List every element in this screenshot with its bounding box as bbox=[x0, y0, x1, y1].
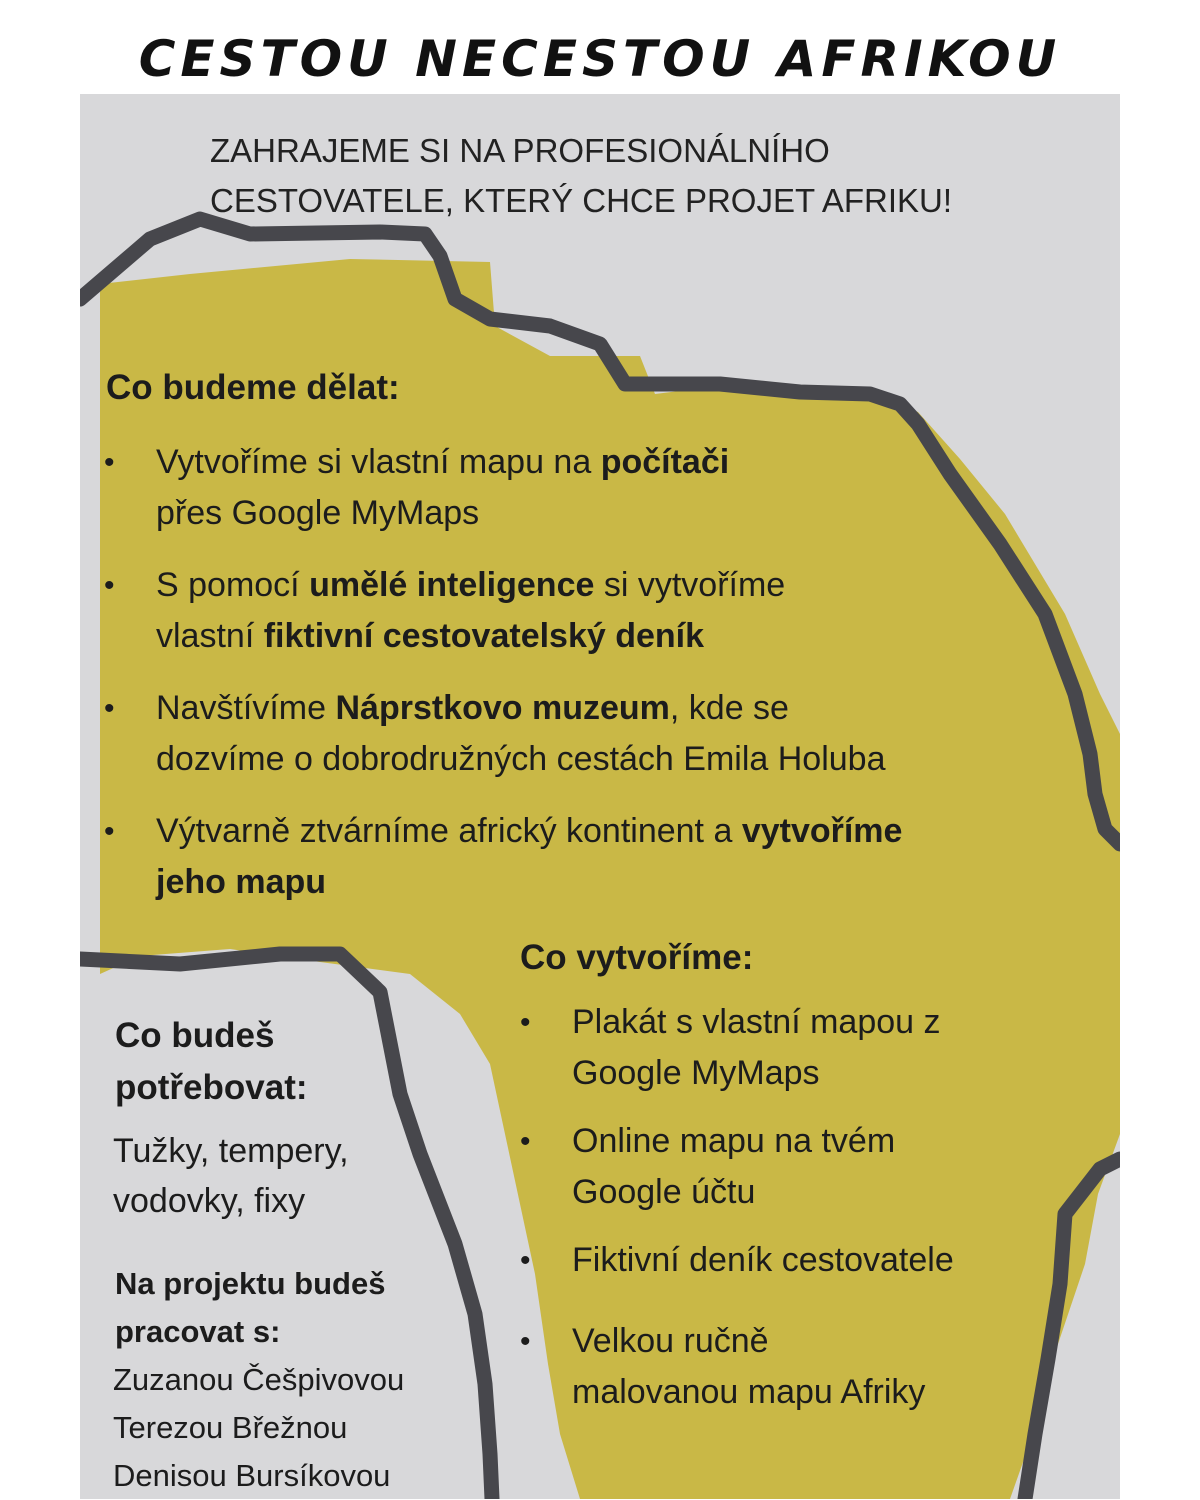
needs-text-line: Tužky, tempery, bbox=[113, 1132, 349, 1170]
activity-item bbox=[104, 683, 1076, 785]
activity-item bbox=[104, 560, 1076, 662]
activity-text: Výtvarně ztvárníme africký kontinent a bbox=[156, 812, 742, 850]
needs-text-line: vodovky, fixy bbox=[113, 1182, 306, 1220]
needs-heading-line: Co budeš bbox=[115, 1016, 275, 1055]
output-item bbox=[520, 1235, 1112, 1286]
subtitle-line: CESTOVATELE, KTERÝ CHCE PROJET AFRIKU! bbox=[210, 182, 953, 219]
activities-heading: Co budeme dělat: bbox=[106, 368, 400, 407]
output-text: Fiktivní deník cestovatele bbox=[572, 1241, 954, 1279]
activity-text: , kde se bbox=[669, 689, 789, 727]
activity-highlight: počítači bbox=[600, 443, 730, 481]
bullet-glyph: • bbox=[104, 569, 115, 602]
output-text: Google účtu bbox=[572, 1173, 756, 1211]
activity-text: si vytvoříme bbox=[594, 566, 786, 604]
activity-item bbox=[104, 806, 1076, 908]
subtitle-line: ZAHRAJEME SI NA PROFESIONÁLNÍHO bbox=[210, 132, 830, 169]
activity-text: dozvíme o dobrodružných cestách Emila Holuba bbox=[156, 740, 886, 778]
output-item bbox=[520, 997, 1112, 1099]
activities-list bbox=[104, 437, 1076, 929]
team-heading bbox=[115, 1260, 385, 1356]
output-item bbox=[520, 1116, 1112, 1218]
activity-highlight: umělé inteligence bbox=[309, 566, 595, 604]
needs-heading bbox=[115, 1010, 308, 1114]
bullet-glyph: • bbox=[520, 1325, 531, 1358]
bullet-glyph: • bbox=[104, 815, 115, 848]
activity-highlight: vytvoříme bbox=[741, 812, 903, 850]
activity-text: S pomocí bbox=[156, 566, 310, 604]
needs-heading-line: potřebovat: bbox=[115, 1068, 308, 1107]
bullet-glyph: • bbox=[520, 1125, 531, 1158]
activity-item bbox=[104, 437, 1076, 539]
activity-text: vlastní bbox=[156, 617, 264, 655]
activity-highlight: Náprstkovo muzeum bbox=[335, 689, 670, 727]
poster-title: CESTOU NECESTOU AFRIKOU bbox=[138, 30, 1062, 88]
activity-highlight: jeho mapu bbox=[156, 863, 327, 901]
output-text: Plakát s vlastní mapou z bbox=[572, 1003, 941, 1041]
poster-subtitle bbox=[210, 126, 1110, 226]
team-heading-line: pracovat s: bbox=[115, 1314, 281, 1349]
output-item bbox=[520, 1316, 1112, 1418]
team-member-name: Zuzanou Češpivovou bbox=[113, 1362, 405, 1397]
bullet-glyph: • bbox=[520, 1006, 531, 1039]
activity-text: Navštívíme bbox=[156, 689, 336, 727]
team-member-name: Terezou Břežnou bbox=[113, 1410, 348, 1445]
bullet-glyph: • bbox=[520, 1244, 531, 1277]
output-text: malovanou mapu Afriky bbox=[572, 1373, 926, 1411]
outputs-list bbox=[520, 997, 1112, 1435]
activity-highlight: fiktivní cestovatelský deník bbox=[263, 617, 705, 655]
needs-text bbox=[113, 1126, 349, 1226]
output-text: Online mapu na tvém bbox=[572, 1122, 896, 1160]
activity-text: Vytvoříme si vlastní mapu na bbox=[156, 443, 601, 481]
outputs-heading: Co vytvoříme: bbox=[520, 938, 754, 977]
bullet-glyph: • bbox=[104, 446, 115, 479]
team-member-name: Denisou Bursíkovou bbox=[113, 1458, 391, 1493]
team-names bbox=[113, 1356, 404, 1500]
output-text: Google MyMaps bbox=[572, 1054, 820, 1092]
activity-text: přes Google MyMaps bbox=[156, 494, 480, 532]
bullet-glyph: • bbox=[104, 692, 115, 725]
output-text: Velkou ručně bbox=[572, 1322, 769, 1360]
team-heading-line: Na projektu budeš bbox=[115, 1266, 386, 1301]
